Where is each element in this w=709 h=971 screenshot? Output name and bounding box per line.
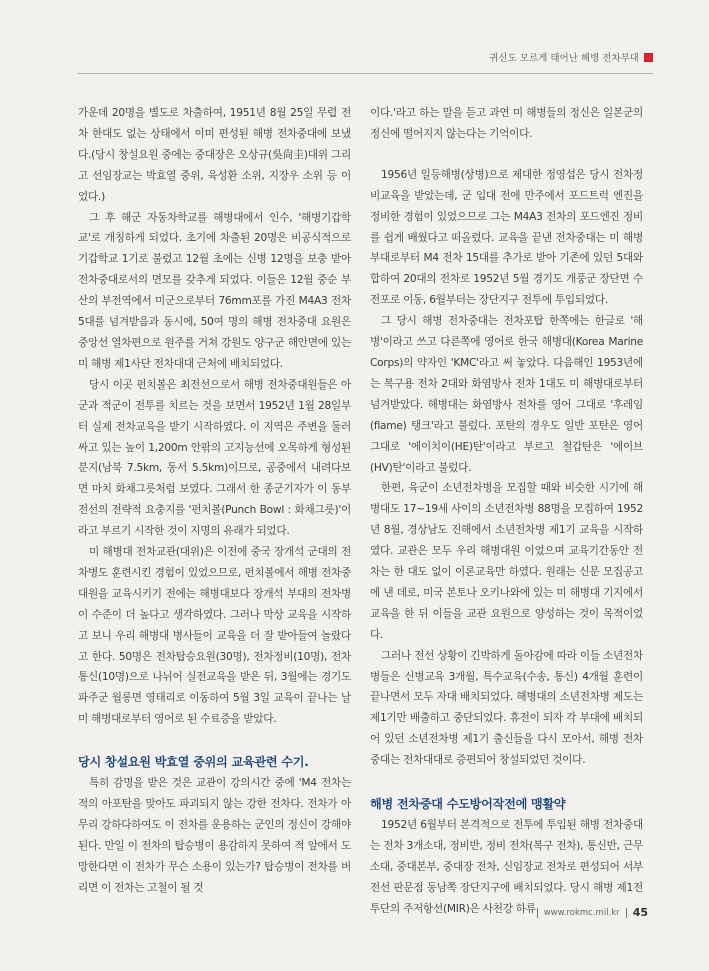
paragraph: 1956년 일등해병(상병)으로 제대한 정영섭은 당시 전차정비교육을 받았는데, 군 입대 전에 만주에서 포드트럭 엔진을 정비한 경험이 있었으므로 그는 M4A3 전차의 포드엔진 정비를 쉽게 배웠다고 떠올렸다. 교육을 끝낸 전차중대는 미 해병부대로부터 M4 전차 15대를 추가로 받아 기존에 있던 5대와 합하여 20대의 전차로 1952년 5월 경기도 개풍군 장단면 수전포로 이동, 6월부터는 장단지구 전투에 투입되었다. [370,168,643,307]
paragraph: 특히 감명을 받은 것은 교관이 강의시간 중에 'M4 전차는 적의 아포탄을 맞아도 파괴되지 않는 강한 전차다. 전차가 아무리 강하다하여도 이 전차를 운용하는 군인의 정신이 강해야 된다. 만일 이 전차의 탑승병이 용감하지 못하여 적 앞에서 도망한다면 이 전차가 무슨 소용이 있는가? 탑승병이 전차를 버리면 이 전차는 고철이 될 것 [78,777,351,894]
paragraph: 그 당시 해병 전차중대는 전차포탑 한쪽에는 한글로 '해병'이라고 쓰고 다른쪽에 영어로 한국 해병대(Korea Marine Corps)의 약자인 'KMC'라고 써 놓았다. 다음해인 1953년에는 복구용 전차 2대와 화염방사 전차 1대도 미 해병대로부터 넘겨받았다. 해병대는 화염방사 전차를 영어 그대로 '후레임(flame) 탱크'라고 불렀다. 포탄의 경우도 일반 포탄은 영어 그대로 '에이치이(HE)탄'이라고 부르고 철갑탄은 '에이브(HV)탄'이라고 불렀다. [370,315,643,474]
footer-divider [537,908,538,918]
page-header [489,50,653,64]
page-footer [537,906,648,919]
paragraph: 당시 이곳 펀치볼은 최전선으로서 해병 전차중대원들은 아군과 적군이 전투를 치르는 것을 보면서 1952년 1월 28일부터 실제 전차교육을 받기 시작하였다. 이 지역은 주변을 둘러싸고 있는 높이 1,200m 안팎의 고지능선에 오목하게 형성된 분지(남북 7.5km, 동서 5.5km)이므로, 공중에서 내려다보면 마치 화채그릇처럼 보였다. 그래서 한 종군기자가 이 동부전선의 전략적 요충지를 '펀치볼(Punch Bowl : 화채그릇)'이라고 부르기 시작한 것이 지명의 유래가 되었다. [78,378,351,538]
section-heading: 해병 전차중대 수도방어작전에 맹활약 [370,797,566,812]
paragraph: 그 후 해군 자동차학교를 해병대에서 인수, '해병기갑학교'로 개칭하게 되었다. 초기에 차출된 20명은 비공식적으로 기갑학교 1기로 불렸고 12월 초에는 신병 12명을 보충 받아 전차중대로서의 면모를 갖추게 되었다. 이들은 12월 중순 부산의 부전역에서 미군으로부터 76mm포를 가진 M4A3 전차 5대를 넘겨받음과 동시에, 50여 명의 해병 전차중대 요원은 중앙선 열차편으로 원주를 거쳐 강원도 양구군 해안면에 있는 미 해병 제1사단 전차대대 근처에 배치되었다. [78,211,351,370]
paragraph: 1952년 6월부터 본격적으로 전투에 투입된 해병 전차중대는 전차 3개소대, 정비반, 정비 전차(복구 전차), 통신반, 근무소대, 중대본부, 중대장 전차, 신임장교 전차로 편성되어 서부전선 판문점 동남쪽 장단지구에 배치되었다. 당시 해병 제1전투단의 주저항선(MIR)은 사천강 하류 [370,819,643,915]
paragraph: 그러나 전선 상황이 긴박하게 돌아감에 따라 이들 소년전차병들은 신병교육 3개월, 특수교육(수송, 통신) 4개월 훈련이 끝나면서 모두 자대 배치되었다. 해병대의 소년전차병 제도는 제1기만 배출하고 중단되었다. 휴전이 되자 각 부대에 배치되어 있던 소년전차병 제1기 출신들을 다시 모아서, 해병 전차중대는 전차대대로 증편되어 창설되었던 것이다. [370,649,643,767]
paragraph: 미 해병대 전차교관(대위)은 이전에 중국 장개석 군대의 전차병도 훈련시킨 경험이 있었으므로, 펀치볼에서 해병 전차중대원을 교육시키기 전에는 해병대보다 장개석 부대의 전차병이 수준이 더 높다고 생각하였다. 그러나 막상 교육을 시작하고 보니 우리 해병대 병사들이 교육을 더 잘 받아들여 놀랐다고 한다. 50명은 전차탑승요원(30명), 전차정비(10명), 전차통신(10명)으로 나뉘어 실전교육을 받은 뒤, 3월에는 경기도 파주군 월롱면 영태리로 이동하여 5월 3일 교육이 끝나는 날 미 해병대로부터 영어로 된 수료증을 받았다. [78,546,351,726]
left-column [78,103,351,899]
paragraph: 한편, 육군이 소년전차병을 모집할 때와 비슷한 시기에 해병대도 17~19세 사이의 소년전차병 88명을 모집하여 1952년 8월, 경상남도 진해에서 소년전차병 제1기 교육을 시작하였다. 교관은 모두 우리 해병대원 이었으며 교육기간동안 전차는 한 대도 없이 이론교육만 하였다. 원래는 신문 모집공고에 낸 데로, 미국 본토나 오키나와에 있는 미 해병대 기지에서 교육을 한 뒤 이들을 교관 요원으로 양성하는 것이 목적이었다. [370,482,643,641]
running-title: 귀신도 모르게 태어난 해병 전차부대 [489,53,639,64]
paragraph: 이다.'라고 하는 말을 듣고 과연 미 해병들의 정신은 일본군의 정신에 떨어지지 않는다는 기억이다. [370,107,643,140]
footer-divider [626,908,627,918]
header-divider [78,73,653,74]
right-column [370,103,643,920]
red-square-icon [644,53,653,62]
section-heading: 당시 창설요원 박효열 중위의 교육관련 수기. [78,755,309,770]
paragraph: 가운데 20명을 별도로 차출하여, 1951년 8월 25일 무렵 전차 한대도 없는 상태에서 이미 편성된 해병 전차중대에 보냈다.(당시 창설요원 중에는 중대장은 오상규(吳尙圭)대위 그리고 선임장교는 박효열 중위, 육성환 소위, 지장우 소위 등 이었다.) [78,107,351,203]
footer-url: www.rokmc.mil.kr [543,907,620,918]
page-number: 45 [632,906,648,919]
